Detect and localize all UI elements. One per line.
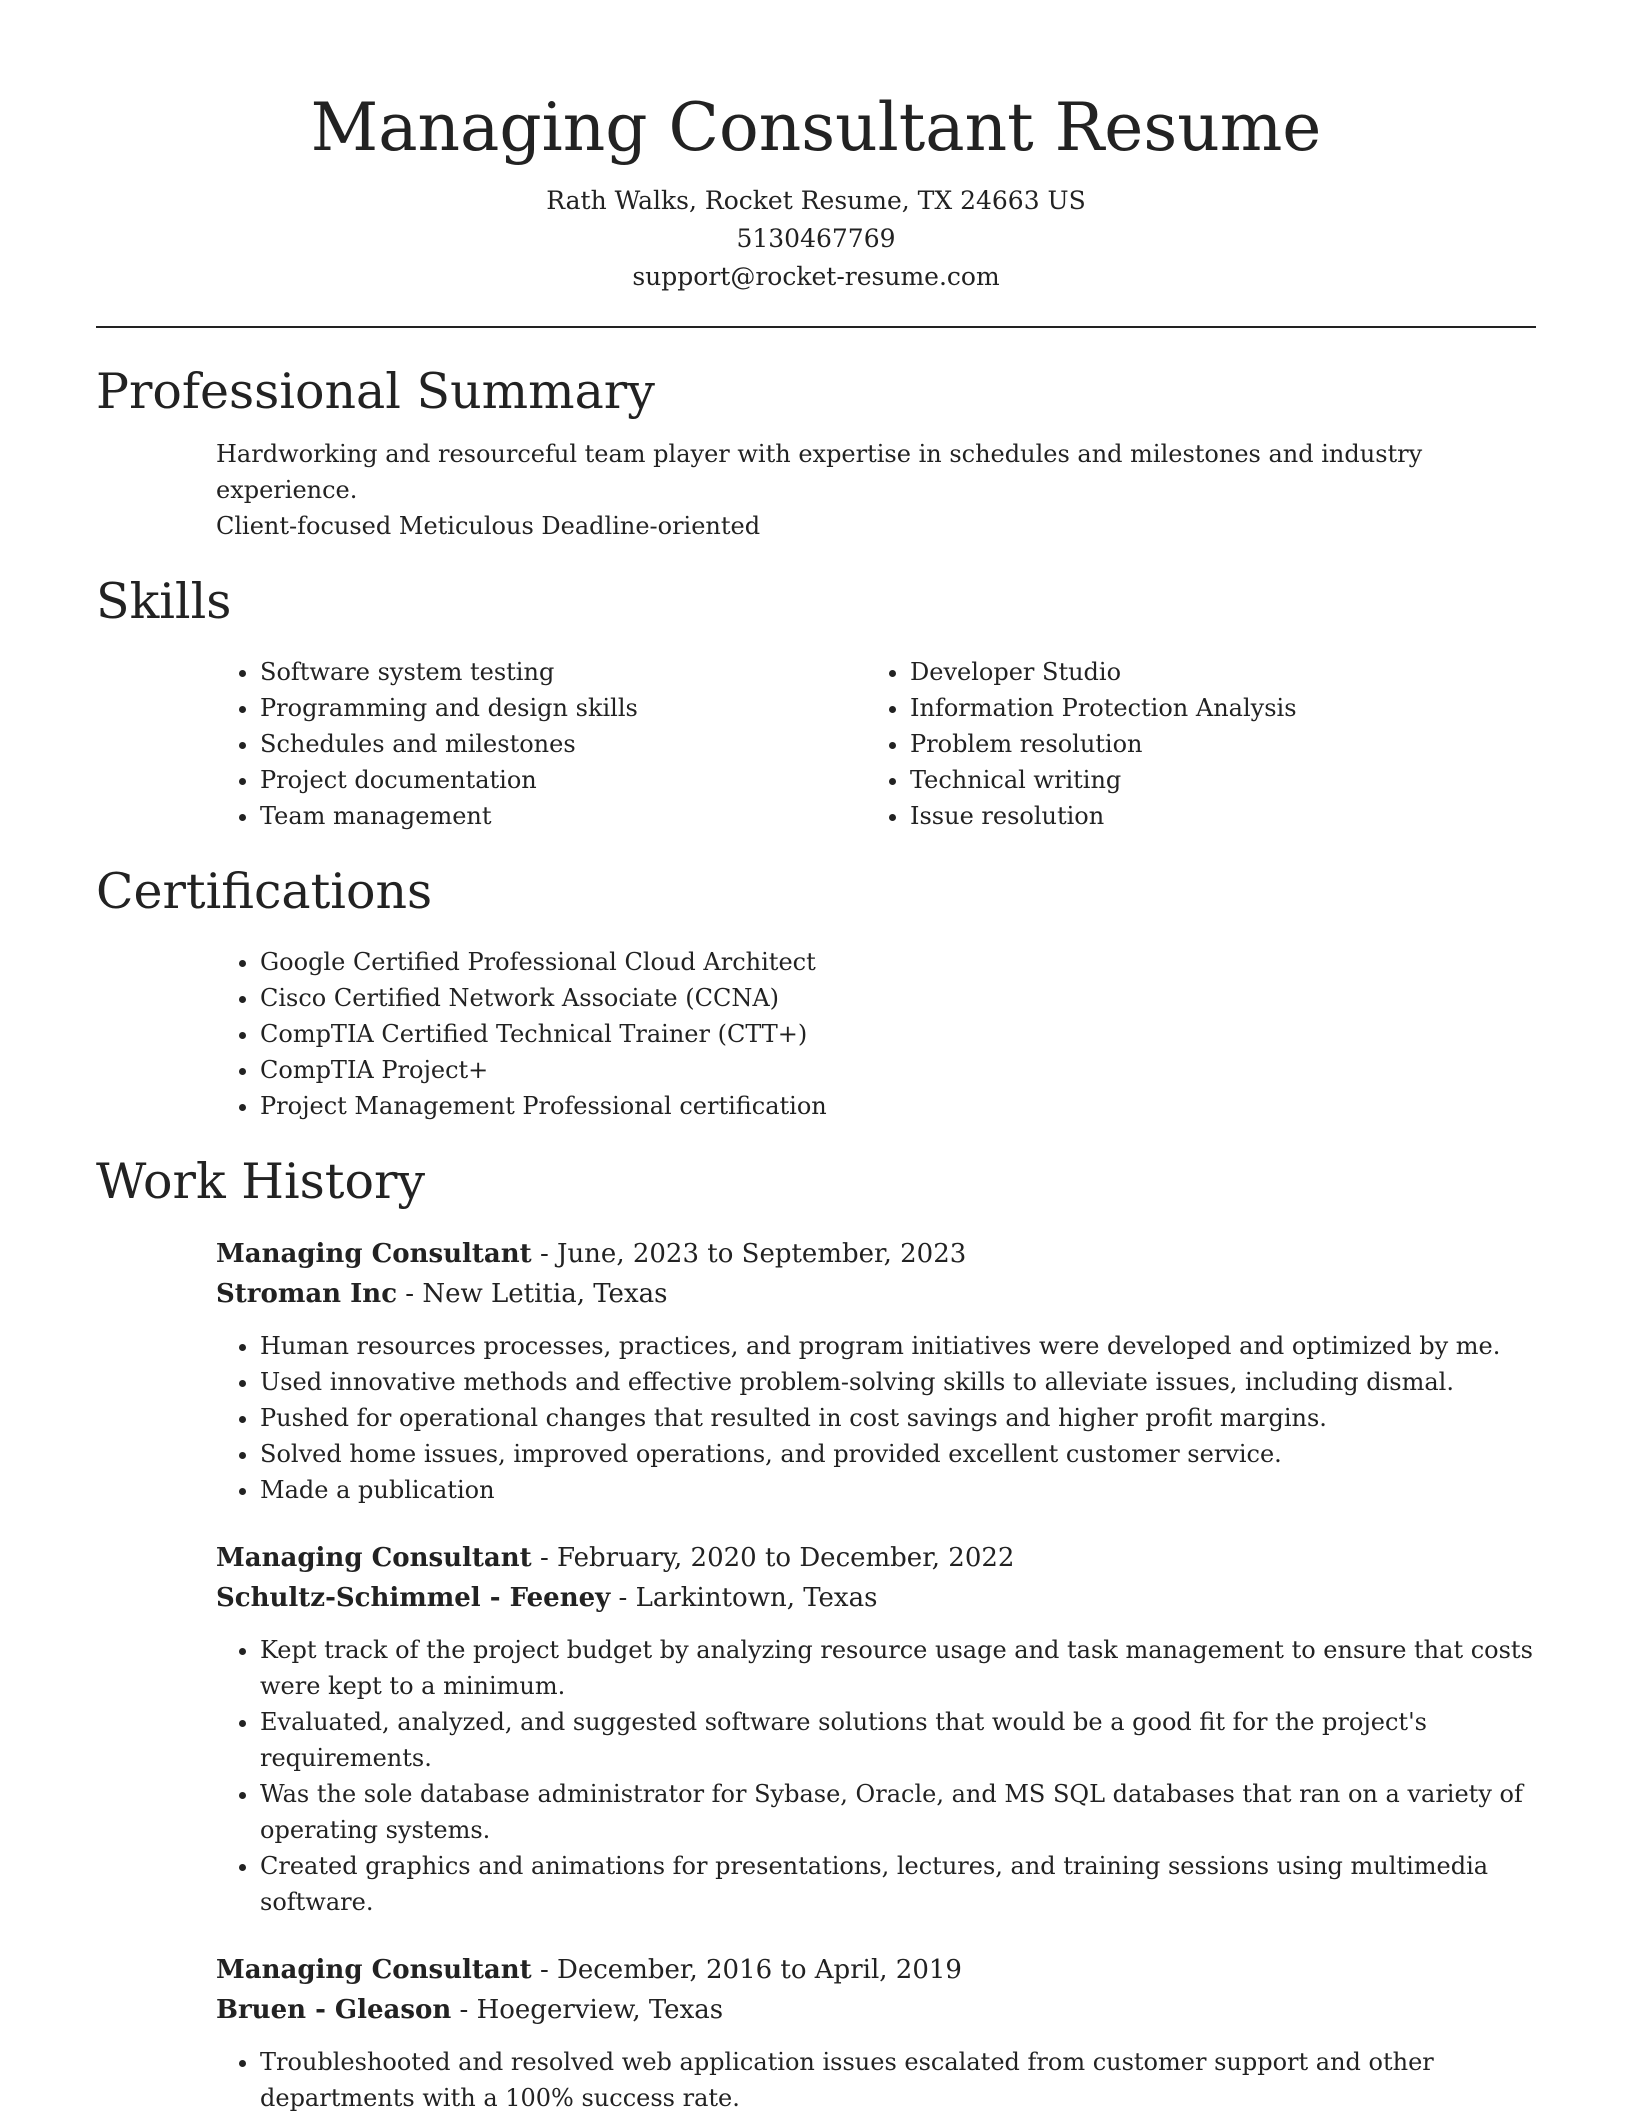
skills-section <box>96 570 1536 834</box>
work-history-heading: Work History <box>96 1153 426 1210</box>
job-entry <box>96 1538 1536 1920</box>
job-bullet: • Kept track of the project budget by analyzing resource usage and task management to ensure that costs were kept to a minimum. <box>260 1632 1536 1704</box>
job-title: Managing Consultant <box>216 1543 532 1573</box>
job-company-line <box>216 1578 1536 1618</box>
job-location: - Larkintown, Texas <box>610 1583 878 1613</box>
job-title-line <box>216 1950 1536 1990</box>
skill-item: • Software system testing <box>260 654 866 690</box>
skills-grid <box>96 654 1536 834</box>
summary-text <box>96 436 1536 544</box>
skills-list-left <box>216 654 866 834</box>
skill-item: • Technical writing <box>910 762 1516 798</box>
certifications-list-wrap <box>96 944 1536 1124</box>
skill-item: • Problem resolution <box>910 726 1516 762</box>
contact-email: support@rocket-resume.com <box>632 262 1000 291</box>
job-location: - New Letitia, Texas <box>397 1279 668 1309</box>
skill-item: • Developer Studio <box>910 654 1516 690</box>
skills-heading: Skills <box>96 573 232 630</box>
header-divider <box>96 326 1536 328</box>
summary-line: Hardworking and resourceful team player with expertise in schedules and milestones and industry experience. <box>216 440 1423 504</box>
contact-phone: 5130467769 <box>736 224 896 253</box>
certification-item: • Project Management Professional certification <box>260 1088 1536 1124</box>
certifications-list <box>216 944 1536 1124</box>
contact-address: Rath Walks, Rocket Resume, TX 24663 US <box>546 186 1086 215</box>
summary-section <box>96 360 1536 544</box>
job-entry <box>96 1234 1536 1508</box>
skills-column-left <box>216 654 866 834</box>
job-bullet: • Made a publication <box>260 1472 1536 1508</box>
job-dates: - December, 2016 to April, 2019 <box>531 1955 962 1985</box>
job-bullet: • Pushed for operational changes that resulted in cost savings and higher profit margins. <box>260 1400 1536 1436</box>
job-company: Stroman Inc <box>216 1279 398 1309</box>
resume-header <box>96 0 1536 296</box>
skill-item: • Information Protection Analysis <box>910 690 1516 726</box>
resume-title: Managing Consultant Resume <box>310 89 1322 166</box>
skill-item: • Project documentation <box>260 762 866 798</box>
job-bullet: • Was the sole database administrator for Sybase, Oracle, and MS SQL databases that ran on a variety of operating systems. <box>260 1776 1536 1848</box>
contact-block <box>96 182 1536 296</box>
job-company: Schultz-Schimmel - Feeney <box>216 1583 611 1613</box>
job-bullet: • Solved home issues, improved operations, and provided excellent customer service. <box>260 1436 1536 1472</box>
job-company: Bruen - Gleason <box>216 1995 452 2025</box>
job-company-line <box>216 1274 1536 1314</box>
certifications-section <box>96 860 1536 1124</box>
skill-item: • Programming and design skills <box>260 690 866 726</box>
job-dates: - February, 2020 to December, 2022 <box>531 1543 1015 1573</box>
job-bullet: • Used innovative methods and effective problem-solving skills to alleviate issues, including dismal. <box>260 1364 1536 1400</box>
job-bullets <box>216 1632 1536 1920</box>
certification-item: • Cisco Certified Network Associate (CCNA) <box>260 980 1536 1016</box>
job-bullet: • Human resources processes, practices, and program initiatives were developed and optimized by me. <box>260 1328 1536 1364</box>
job-bullet: • Evaluated, analyzed, and suggested software solutions that would be a good fit for the project's requirements. <box>260 1704 1536 1776</box>
certification-item: • CompTIA Project+ <box>260 1052 1536 1088</box>
skill-item: • Team management <box>260 798 866 834</box>
certification-item: • CompTIA Certified Technical Trainer (CTT+) <box>260 1016 1536 1052</box>
job-title-line <box>216 1234 1536 1274</box>
summary-heading: Professional Summary <box>96 363 655 420</box>
summary-line: Client-focused Meticulous Deadline-oriented <box>216 512 761 540</box>
skill-item: • Schedules and milestones <box>260 726 866 762</box>
certification-item: • Google Certified Professional Cloud Architect <box>260 944 1536 980</box>
job-title: Managing Consultant <box>216 1955 532 1985</box>
skills-list-right <box>866 654 1516 834</box>
work-history-section <box>96 1150 1536 2116</box>
job-title-line <box>216 1538 1536 1578</box>
job-bullets <box>216 1328 1536 1508</box>
certifications-heading: Certifications <box>96 863 433 920</box>
skill-item: • Issue resolution <box>910 798 1516 834</box>
job-location: - Hoegerview, Texas <box>451 1995 724 2025</box>
job-title: Managing Consultant <box>216 1239 532 1269</box>
job-entry <box>96 1950 1536 2116</box>
skills-column-right <box>866 654 1516 834</box>
job-bullets <box>216 2044 1536 2116</box>
job-bullet: • Troubleshooted and resolved web application issues escalated from customer support and other departments with a 100% success rate. <box>260 2044 1536 2116</box>
job-company-line <box>216 1990 1536 2030</box>
job-bullet: • Created graphics and animations for presentations, lectures, and training sessions using multimedia software. <box>260 1848 1536 1920</box>
job-dates: - June, 2023 to September, 2023 <box>531 1239 967 1269</box>
